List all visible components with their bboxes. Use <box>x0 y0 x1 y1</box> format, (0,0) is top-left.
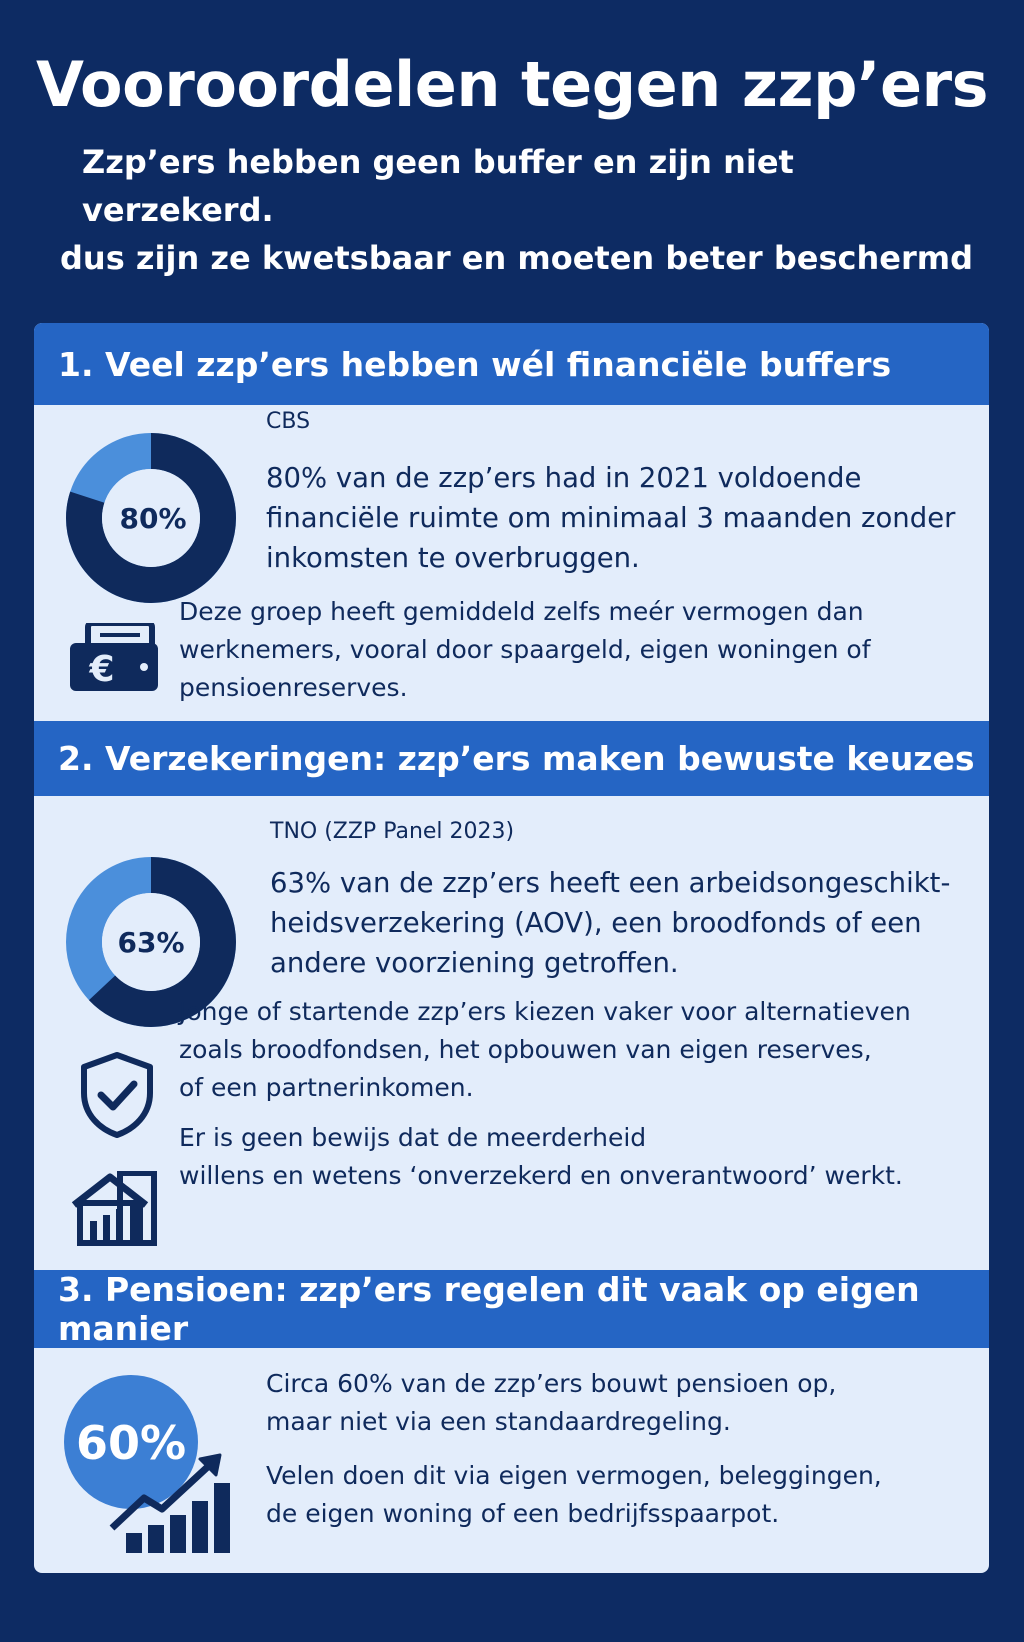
statement-line: inkomsten te overbruggen. <box>266 542 640 574</box>
statement-line: heidsverzekering (AOV), een broodfonds of een <box>270 907 922 939</box>
section-1-statement <box>266 458 955 578</box>
section-3-heading: 3. Pensioen: zzp’ers regelen dit vaak op eigen manier <box>34 1270 989 1348</box>
statement-line: andere voorziening getroffen. <box>270 947 679 979</box>
point-line: Jonge of startende zzp’ers kiezen vaker voor alternatieven <box>179 997 911 1026</box>
section-2-point-2 <box>179 1119 903 1195</box>
statement-line: financiële ruimte om minimaal 3 maanden zonder <box>266 502 956 534</box>
point-line: willens en wetens ‘onverzekerd en onverantwoord’ werkt. <box>179 1161 903 1190</box>
page-subtitle <box>60 138 980 282</box>
section-1-heading: 1. Veel zzp’ers hebben wél financiële buffers <box>34 323 989 405</box>
section-3-text-b <box>266 1457 882 1533</box>
point-line: Er is geen bewijs dat de meerderheid <box>179 1123 647 1152</box>
shield-check-icon <box>78 1051 156 1139</box>
section-1-point-1 <box>179 593 871 707</box>
percentage-badge-label: 60% <box>75 1416 187 1470</box>
donut-label: 80% <box>119 502 187 535</box>
statement-line: 80% van de zzp’ers had in 2021 voldoende <box>266 462 862 494</box>
section-2-statement <box>270 863 950 983</box>
section-2-source: TNO (ZZP Panel 2023) <box>270 819 515 844</box>
text-line: Velen doen dit via eigen vermogen, beleggingen, <box>266 1461 882 1490</box>
point-line: of een partnerinkomen. <box>179 1073 474 1102</box>
point-line: pensioenreserves. <box>179 673 408 702</box>
text-line: Circa 60% van de zzp’ers bouwt pensioen op, <box>266 1369 837 1398</box>
text-line: maar niet via een standaardregeling. <box>266 1407 731 1436</box>
subtitle-line-2: dus zijn ze kwetsbaar en moeten beter beschermd <box>60 239 973 277</box>
house-chart-icon <box>70 1171 160 1247</box>
section-2-heading: 2. Verzekeringen: zzp’ers maken bewuste keuzes <box>34 721 989 796</box>
text-line: de eigen woning of een bedrijfsspaarpot. <box>266 1499 780 1528</box>
point-line: Deze groep heeft gemiddeld zelfs meér vermogen dan <box>179 597 864 626</box>
section-1-source: CBS <box>266 409 311 434</box>
section-3-text-a <box>266 1365 836 1441</box>
svg-text:€: € <box>89 649 115 690</box>
section-2-point-1 <box>179 993 911 1107</box>
point-line: zoals broodfondsen, het opbouwen van eigen reserves, <box>179 1035 872 1064</box>
content-card <box>34 323 989 1573</box>
page-title: Vooroordelen tegen zzp’ers <box>35 48 989 121</box>
wallet-euro-icon <box>70 623 160 691</box>
growth-chart-icon <box>64 1373 234 1553</box>
subtitle-line-1: Zzp’ers hebben geen buffer en zijn niet verzekerd. <box>82 143 794 229</box>
donut-label: 63% <box>117 926 185 959</box>
point-line: werknemers, vooral door spaargeld, eigen woningen of <box>179 635 871 664</box>
donut-chart-80 <box>66 433 236 603</box>
statement-line: 63% van de zzp’ers heeft een arbeidsongeschikt- <box>270 867 951 899</box>
